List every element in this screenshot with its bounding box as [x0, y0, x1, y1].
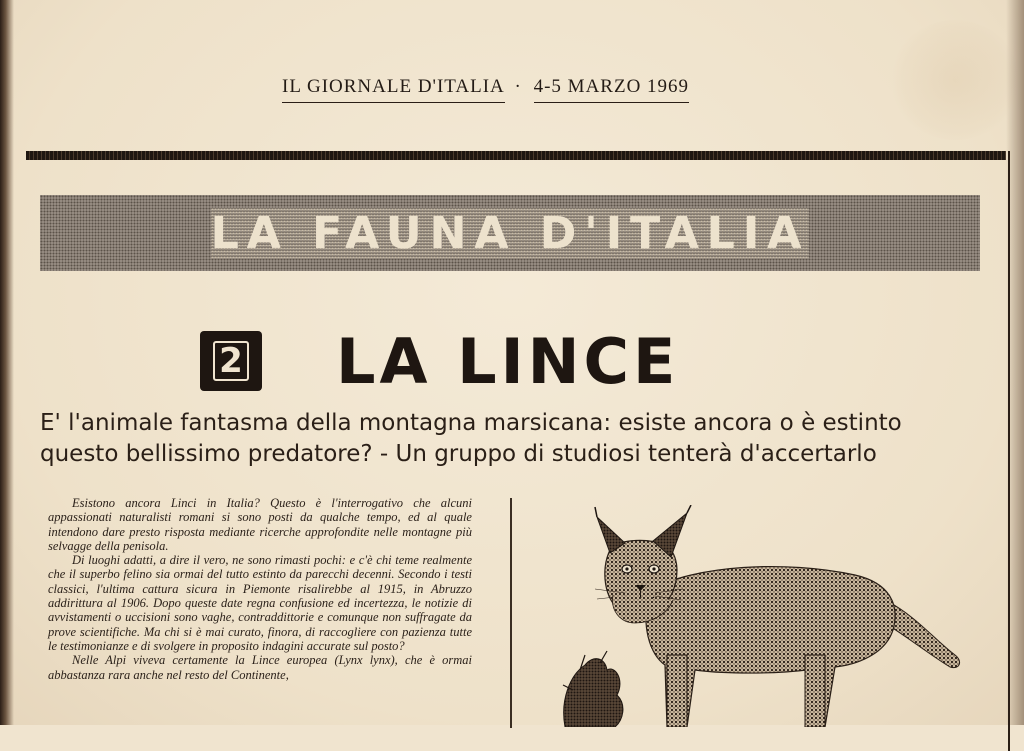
article-paragraph: Nelle Alpi viveva certamente la Lince europea (Lynx lynx), che è ormai abbastanza rara anche nel resto del Continente, [48, 653, 472, 682]
section-banner [40, 195, 980, 271]
masthead-date: 4-5 MARZO 1969 [534, 76, 689, 103]
article-number: 2 [213, 341, 249, 381]
column-divider [510, 498, 512, 728]
article-paragraph: Esistono ancora Linci in Italia? Questo è l'interrogativo che alcuni appassionati naturalisti romani si sono posti da qualche tempo, ed al quale intendono dare presto risposta mediante ricerche approfondite nelle montagne più selvagge della penisola. [48, 496, 472, 553]
lynx-front-leg [667, 655, 687, 727]
article-frame-top-rule [26, 151, 1006, 160]
masthead [282, 76, 693, 106]
article-paragraph: Di luoghi adatti, a dire il vero, ne sono rimasti pochi: e c'è chi teme realmente che il superbo felino sia ormai del tutto estinto da parecchi decenni. Secondo i testi classici, l'ultima cattura sicura in Piemonte risalirebbe al 1915, in Abruzzo addirittura al 1906. Dopo queste date regna confusione ed incertezza, le notizie di avvistamenti o uccisioni sono vaghe, contraddittorie e comunque non suffragate da prove scientifiche. Ma chi si è mai curato, finora, di raccogliere con pazienza tutte le testimonianze e di svolgere in proposito indagini accurate sul posto? [48, 553, 472, 653]
lynx-illustration [555, 505, 975, 727]
lynx-back-leg [805, 655, 825, 727]
article-subtitle [40, 408, 990, 470]
article-title-row [200, 326, 679, 396]
scan-left-edge [0, 0, 14, 725]
section-banner-title: LA FAUNA D'ITALIA [210, 207, 810, 259]
article-title: LA LINCE [336, 324, 680, 398]
article-subtitle-line-2: questo bellissimo predatore? - Un gruppo di studiosi tenterà d'accertarlo [40, 441, 877, 467]
masthead-paper-name: IL GIORNALE D'ITALIA [282, 76, 505, 103]
article-subtitle-line-1: E' l'animale fantasma della montagna marsicana: esiste ancora o è estinto [40, 410, 902, 436]
masthead-separator: · [514, 76, 522, 97]
article-body-column [48, 496, 472, 682]
shrub-illustration [563, 651, 623, 727]
coffee-stain [890, 20, 1020, 140]
article-number-badge [200, 331, 262, 391]
